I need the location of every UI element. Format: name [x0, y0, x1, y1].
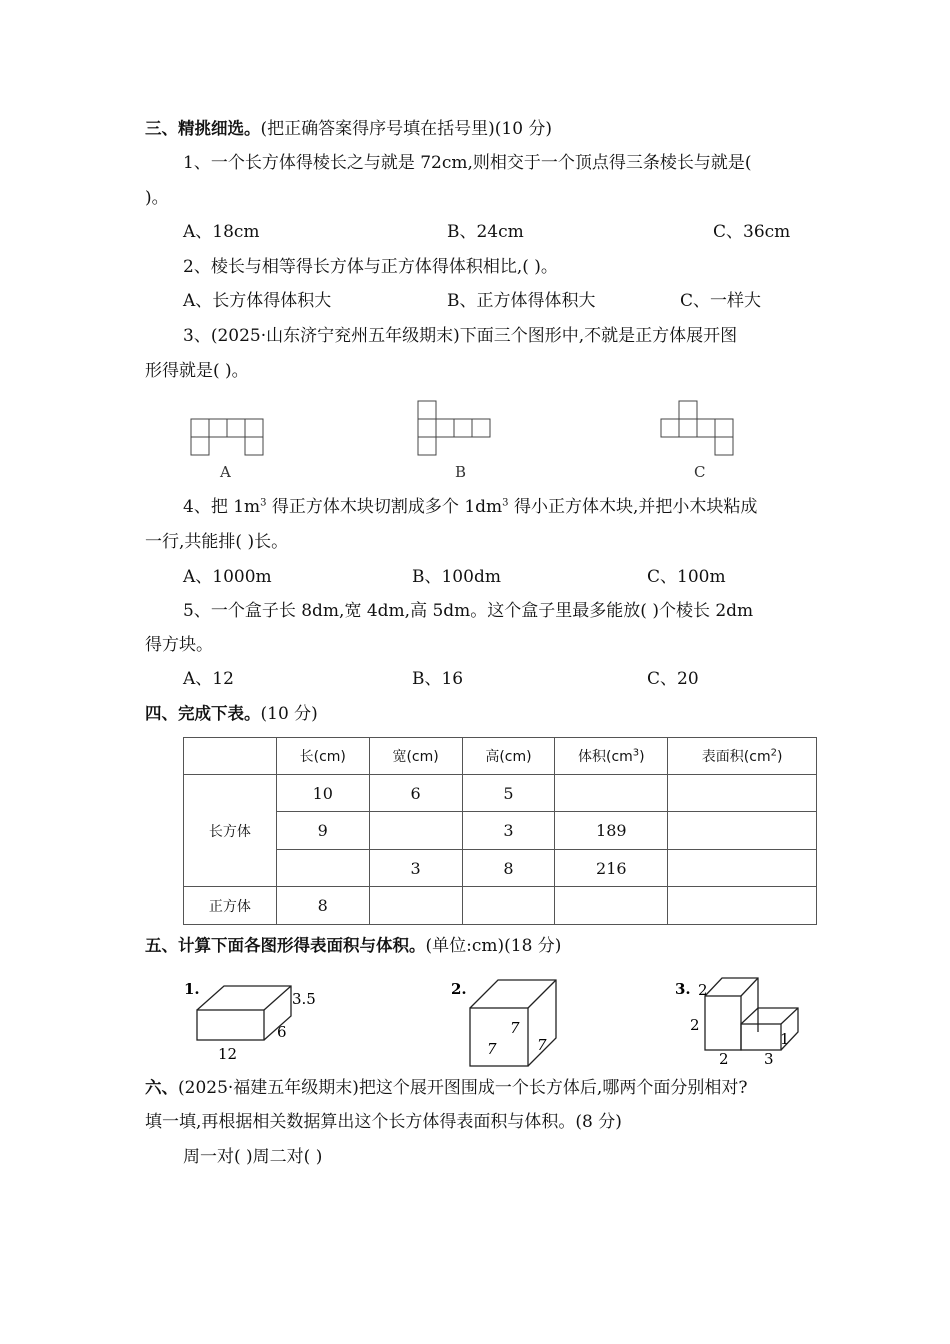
cell: 8: [276, 887, 369, 925]
section-3-title: 三、精挑细选。: [145, 119, 261, 138]
q4-text: 4、把 $1m^3$ 得正方体木块切割成多个 $1dm^3$ 得小正方体木块,并把小木块粘成: [183, 497, 758, 517]
fig3-bottom-right-label: 3: [764, 1050, 774, 1068]
answer-cell[interactable]: [555, 887, 668, 925]
table-row: [184, 812, 817, 850]
fig3-bottom-left-label: 2: [719, 1050, 729, 1068]
q4-option-a[interactable]: A、1000m: [183, 567, 272, 587]
q5-option-c[interactable]: C、20: [647, 669, 699, 689]
net-label-a[interactable]: A: [220, 463, 231, 481]
fig3-number: 3.: [675, 980, 691, 998]
q2-option-b[interactable]: B、正方体得体积大: [447, 291, 596, 311]
cell: 3: [369, 850, 462, 887]
cell: 9: [276, 812, 369, 850]
fig2-height-label: 7: [510, 1019, 520, 1037]
section-6-line1: [145, 1076, 747, 1100]
answer-cell[interactable]: [276, 850, 369, 887]
cell: 3: [462, 812, 555, 850]
fig2-width-label: 7: [537, 1036, 547, 1054]
table-row: [184, 775, 817, 812]
answer-cell[interactable]: [555, 775, 668, 812]
cell: 189: [555, 812, 668, 850]
section-5-note: (单位:cm)(18 分): [425, 936, 562, 956]
section-4-heading: [145, 702, 318, 726]
section-6-text: (2025·福建五年级期末)把这个展开图围成一个长方体后,哪两个面分别相对?: [178, 1078, 748, 1098]
answer-cell[interactable]: [369, 812, 462, 850]
q1-option-c[interactable]: C、36cm: [713, 222, 791, 242]
answer-cell[interactable]: [668, 887, 817, 925]
cube-nets-figure: [0, 395, 950, 465]
q2-option-a[interactable]: A、长方体得体积大: [183, 291, 332, 311]
q1-option-b[interactable]: B、24cm: [447, 222, 524, 242]
section-5-heading: [145, 934, 561, 958]
net-label-b[interactable]: B: [455, 463, 467, 481]
answer-cell[interactable]: [668, 850, 817, 887]
cell: 8: [462, 850, 555, 887]
table-row: [184, 850, 817, 887]
table-header-row: [184, 738, 817, 775]
header-width: 宽(cm): [369, 738, 462, 775]
section-6-line3: 周一对( )周二对( ): [183, 1147, 323, 1167]
q5-option-a[interactable]: A、12: [183, 669, 234, 689]
section-6-title: 六、: [145, 1078, 178, 1097]
fig1-length-label: 12: [218, 1045, 238, 1063]
q3-text-cont: 形得就是( )。: [145, 361, 249, 381]
section-4-note: (10 分): [260, 704, 318, 724]
answer-cell[interactable]: [462, 887, 555, 925]
q5-text: 5、一个盒子长 8dm,宽 4dm,高 5dm。这个盒子里最多能放( )个棱长 2dm: [183, 601, 754, 621]
row-label-cube: 正方体: [184, 887, 277, 925]
cell: 10: [276, 775, 369, 812]
fig2-number: 2.: [451, 980, 467, 998]
net-b: [418, 401, 490, 455]
net-label-c[interactable]: C: [694, 463, 706, 481]
net-c: [661, 401, 733, 455]
answer-cell[interactable]: [369, 887, 462, 925]
answer-cell[interactable]: [668, 812, 817, 850]
q2-text: 2、棱长与相等得长方体与正方体得体积相比,( )。: [183, 257, 558, 277]
section-4-title: 四、完成下表。: [145, 704, 261, 723]
q4-option-c[interactable]: C、100m: [647, 567, 726, 587]
answer-cell[interactable]: [668, 775, 817, 812]
header-surface-area: 表面积$(cm^2)$: [668, 738, 817, 775]
fig1-width-label: 6: [277, 1023, 287, 1041]
section-3-heading: [145, 117, 552, 141]
q4-text-cont: 一行,共能排( )长。: [145, 532, 289, 552]
section-3-note: (把正确答案得序号填在括号里)(10 分): [260, 119, 553, 139]
q5-text-cont: 得方块。: [145, 635, 213, 655]
net-a: [191, 419, 263, 455]
q2-option-c[interactable]: C、一样大: [680, 291, 762, 311]
header-height: 高(cm): [462, 738, 555, 775]
q4-option-b[interactable]: B、100dm: [412, 567, 501, 587]
row-label-cuboid: 长方体: [184, 775, 277, 887]
q1-text-cont: )。: [145, 188, 169, 208]
cell: 6: [369, 775, 462, 812]
solids-figure: [0, 970, 950, 1070]
header-volume: 体积$(cm^3)$: [555, 738, 668, 775]
header-length: 长(cm): [276, 738, 369, 775]
q5-option-b[interactable]: B、16: [412, 669, 464, 689]
table-corner: [184, 738, 277, 775]
fig3-left-label: 2: [690, 1016, 700, 1034]
cell: 5: [462, 775, 555, 812]
fig3-step-label: 1: [780, 1030, 790, 1048]
section-6-line2: 填一填,再根据相关数据算出这个长方体得表面积与体积。(8 分): [145, 1112, 622, 1132]
cell: 216: [555, 850, 668, 887]
fig2-length-label: 7: [487, 1040, 497, 1058]
fig1-number: 1.: [184, 980, 200, 998]
q1-option-a[interactable]: A、18cm: [183, 222, 260, 242]
fig1-height-label: 3.5: [292, 990, 316, 1008]
table-row: [184, 887, 817, 925]
q1-text: 1、一个长方体得棱长之与就是 72cm,则相交于一个顶点得三条棱长与就是(: [183, 153, 752, 173]
q3-text: 3、(2025·山东济宁兖州五年级期末)下面三个图形中,不就是正方体展开图: [183, 326, 738, 346]
dimensions-table: [183, 737, 817, 925]
section-5-title: 五、计算下面各图形得表面积与体积。: [145, 936, 426, 955]
fig3-top-label: 2: [698, 981, 708, 999]
